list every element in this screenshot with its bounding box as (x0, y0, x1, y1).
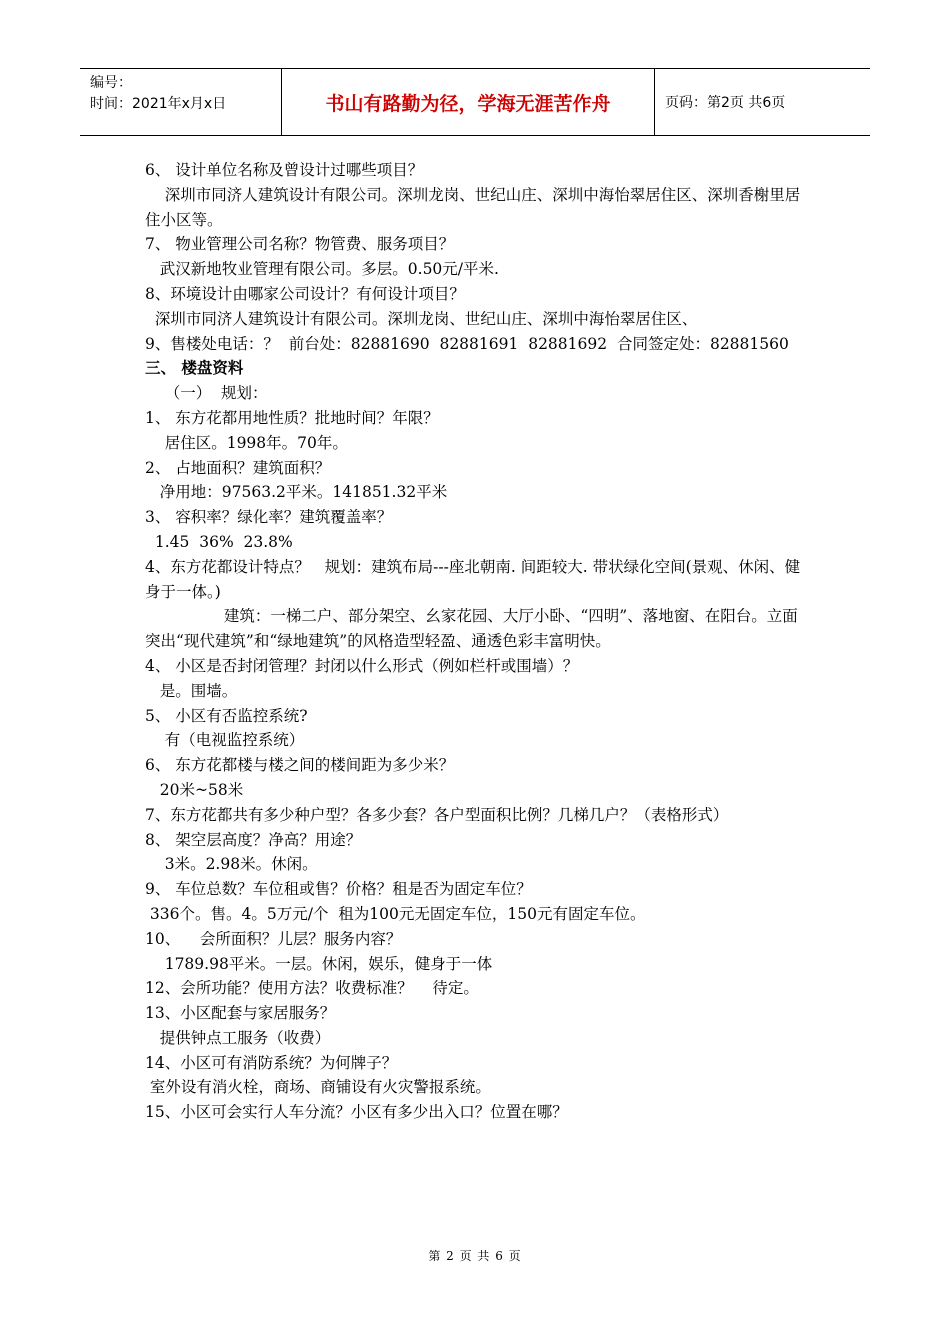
text-line: 1.45 36% 23.8% (145, 532, 293, 551)
motto: 书山有路勤为径，学海无涯苦作舟 (325, 92, 611, 115)
text-line: 5、 小区有否监控系统? (145, 706, 308, 725)
text-line: 深圳市同济人建筑设计有限公司。深圳龙岗、世纪山庄、深圳中海怡翠居住区、 (145, 309, 698, 328)
text-line: 是。围墙。 (145, 681, 238, 700)
text-line: 居住区。1998年。70年。 (145, 433, 348, 452)
text-line: 13、小区配套与家居服务？ (145, 1004, 336, 1023)
text-line: 4、 小区是否封闭管理？封闭以什么形式（例如栏杆或围墙）？ (145, 656, 579, 675)
text-line: 7、东方花都共有多少种户型？各多少套？各户型面积比例？几梯几户？（表格形式） (145, 805, 729, 824)
text-line: 9、 车位总数？车位租或售？价格？租是否为固定车位？ (145, 880, 532, 899)
page-header (80, 68, 870, 136)
text-line: 336个。售。4。5万元/个 租为100元无固定车位，150元有固定车位。 (145, 904, 646, 923)
text-line: 建筑：一梯二户、部分架空、幺家花园、大厅小卧、“四明”、落地窗、在阳台。立面突出“现代建筑”和“绿地建筑”的风格造型轻盈、通透色彩丰富明快。 (145, 607, 798, 651)
text-line: 6、 东方花都楼与楼之间的楼间距为多少米？ (145, 756, 455, 775)
text-line: 2、 占地面积？建筑面积？ (145, 458, 331, 477)
text-line: 10、 会所面积？儿层？服务内容？ (145, 929, 402, 948)
text-line: 6、 设计单位名称及曾设计过哪些项目？ (145, 161, 424, 179)
text-line: 3米。2.98米。休闲。 (145, 855, 318, 874)
header-motto-cell (282, 69, 655, 135)
header-page-cell (655, 69, 870, 135)
number-label: 编号： (90, 75, 132, 91)
text-line: 20米~58米 (145, 780, 244, 799)
text-line: 有（电视监控系统） (145, 731, 305, 750)
text-line: 14、小区可有消防系统？为何牌子？ (145, 1053, 398, 1072)
text-line: 4、东方花都设计特点？ 规划：建筑布局---座北朝南. 间距较大. 带状绿化空间(景观、休闲、健身于一体。) (145, 557, 801, 601)
text-line: 3、 容积率？绿化率？建筑覆盖率？ (145, 508, 393, 527)
page-footer: 第 2 页 共 6 页 (428, 1249, 522, 1263)
text-line: 武汉新地牧业管理有限公司。多层。0.50元/平米. (145, 260, 499, 279)
page-label: 页码：第2页 共6页 (665, 95, 786, 111)
text-line: 8、环境设计由哪家公司设计？有何设计项目？ (145, 284, 465, 303)
text-line: 12、会所功能？使用方法？收费标准？ 待定。 (145, 979, 479, 998)
text-line: 室外设有消火栓，商场、商铺设有火灾警报系统。 (145, 1078, 491, 1097)
date-label: 时间：2021年x月x日 (90, 96, 227, 112)
text-line: 1、 东方花都用地性质？批地时间？年限？ (145, 408, 439, 427)
text-line: 9、售楼处电话：？ 前台处：82881690 82881691 82881692 合同签定处：82881560 (145, 334, 789, 353)
subsection-heading: （一） 规划： (145, 384, 268, 403)
text-line: 1789.98平米。一层。休闲，娱乐，健身于一体 (145, 954, 493, 973)
text-line: 深圳市同济人建筑设计有限公司。深圳龙岗、世纪山庄、深圳中海怡翠居住区、深圳香榭里居住小区等。 (145, 185, 801, 229)
text-line: 提供钟点工服务（收费） (145, 1028, 331, 1047)
document-body (145, 158, 810, 1125)
text-line: 净用地：97563.2平米。141851.32平米 (145, 483, 448, 502)
text-line: 8、 架空层高度？净高？用途？ (145, 830, 362, 849)
section-heading: 三、 楼盘资料 (145, 358, 244, 378)
header-meta (80, 69, 282, 135)
text-line: 7、 物业管理公司名称？物管费、服务项目？ (145, 235, 455, 254)
text-line: 15、小区可会实行人车分流？小区有多少出入口？位置在哪？ (145, 1103, 568, 1122)
